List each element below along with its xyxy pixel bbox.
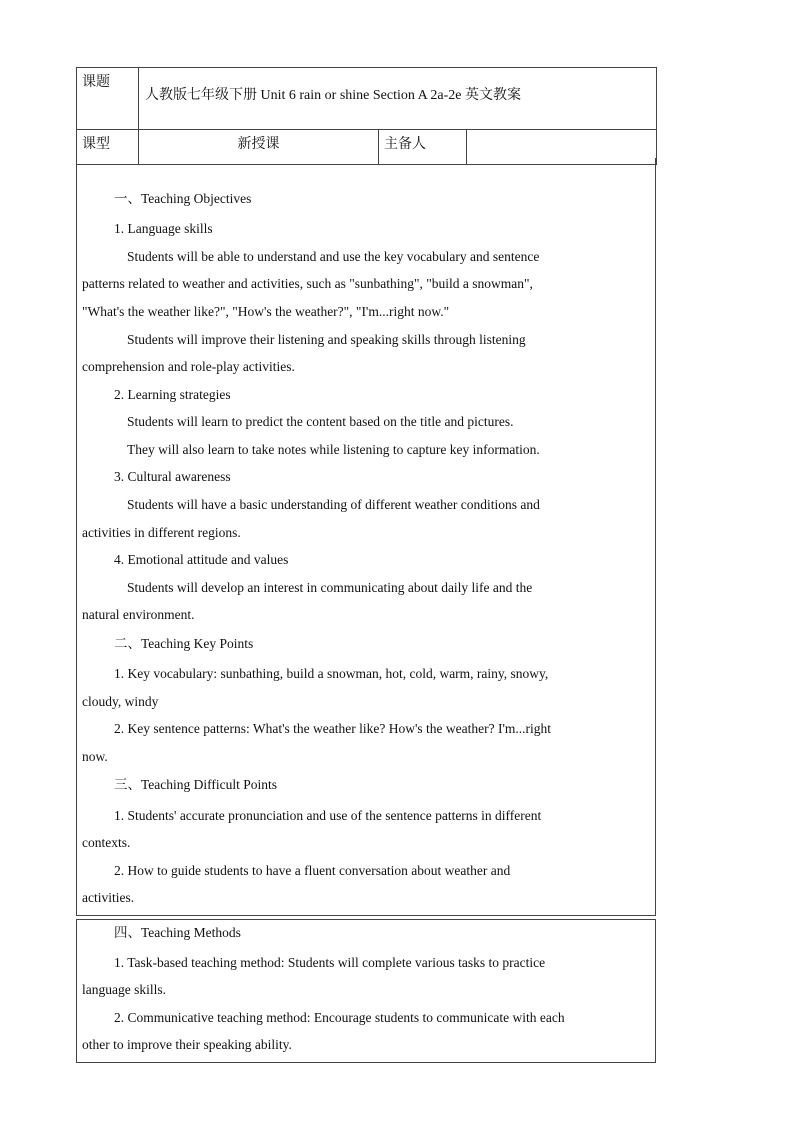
paragraph-line: other to improve their speaking ability. [82,1037,292,1052]
paragraph-line: Students will learn to predict the content based on the title and pictures. [127,414,514,429]
paragraph-line: Students will have a basic understanding of different weather conditions and [127,497,540,512]
paragraph-line: 2. How to guide students to have a fluent conversation about weather and [114,863,511,878]
type-value: 新授课 [139,130,379,165]
lesson-title: 人教版七年级下册 Unit 6 rain or shine Section A 2a-2e 英文教案 [145,88,522,103]
paragraph-line: comprehension and role-play activities. [82,359,295,374]
paragraph-line: 1. Task-based teaching method: Students will complete various tasks to practice [114,955,546,970]
paragraph-line: Students will develop an interest in communicating about daily life and the [127,580,533,595]
paragraph-line: 2. Communicative teaching method: Encourage students to communicate with each [114,1010,565,1025]
paragraph-line: Students will improve their listening and speaking skills through listening [127,332,526,347]
paragraph-line: 1. Key vocabulary: sunbathing, build a snowman, hot, cold, warm, rainy, snowy, [114,666,549,681]
paragraph-line: contexts. [82,835,131,850]
section-heading-key-points: 二、Teaching Key Points [114,636,254,651]
topic-label: 课题 [77,68,139,130]
paragraph-line: "What's the weather like?", "How's the weather?", "I'm...right now." [82,304,450,319]
section-heading-objectives: 一、Teaching Objectives [114,191,252,206]
paragraph-line: 1. Students' accurate pronunciation and use of the sentence patterns in different [114,808,542,823]
header-table [76,67,657,165]
section-heading-difficult-points: 三、Teaching Difficult Points [114,777,278,792]
preparer-label: 主备人 [379,130,467,165]
paragraph-line: natural environment. [82,607,195,622]
title-cell [139,68,657,130]
section-heading-methods: 四、Teaching Methods [114,925,241,940]
subheading-emotional-attitude: 4. Emotional attitude and values [114,552,289,567]
subheading-language-skills: 1. Language skills [114,221,213,236]
paragraph-line: language skills. [82,982,166,997]
paragraph-line: 2. Key sentence patterns: What's the weather like? How's the weather? I'm...right [114,721,552,736]
paragraph-line: patterns related to weather and activities, such as "sunbathing", "build a snowman", [82,276,533,291]
type-label: 课型 [77,130,139,165]
paragraph-line: activities. [82,890,135,905]
paragraph-line: Students will be able to understand and use the key vocabulary and sentence [127,249,540,264]
paragraph-line: now. [82,749,108,764]
paragraph-line: They will also learn to take notes while listening to capture key information. [127,442,540,457]
subheading-cultural-awareness: 3. Cultural awareness [114,469,231,484]
paragraph-line: cloudy, windy [82,694,159,709]
subheading-learning-strategies: 2. Learning strategies [114,387,231,402]
paragraph-line: activities in different regions. [82,525,241,540]
